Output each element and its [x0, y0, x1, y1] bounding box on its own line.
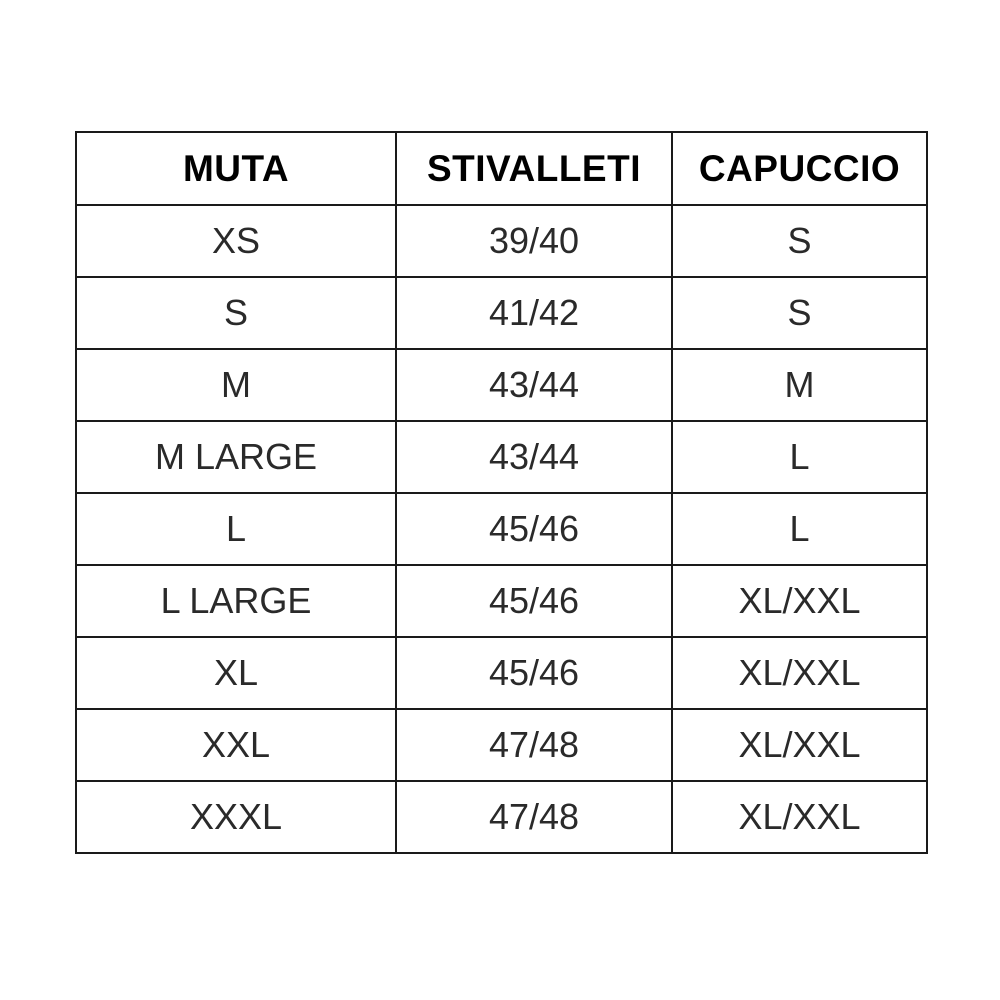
header-capuccio: CAPUCCIO [672, 132, 927, 205]
table-row [76, 277, 927, 349]
stivalleti-cell: 41/42 [396, 277, 672, 349]
stivalleti-cell: 43/44 [396, 349, 672, 421]
muta-cell: XS [76, 205, 396, 277]
table-row [76, 205, 927, 277]
stivalleti-cell: 43/44 [396, 421, 672, 493]
table-row [76, 709, 927, 781]
table-header [76, 132, 927, 205]
table-row [76, 637, 927, 709]
table-row [76, 781, 927, 853]
muta-cell: XL [76, 637, 396, 709]
capuccio-cell: S [672, 205, 927, 277]
table-row [76, 421, 927, 493]
capuccio-cell: XL/XXL [672, 709, 927, 781]
stivalleti-cell: 45/46 [396, 493, 672, 565]
table-row [76, 493, 927, 565]
header-row [76, 132, 927, 205]
capuccio-cell: S [672, 277, 927, 349]
muta-cell: XXL [76, 709, 396, 781]
table-row [76, 565, 927, 637]
muta-cell: S [76, 277, 396, 349]
capuccio-cell: XL/XXL [672, 565, 927, 637]
capuccio-cell: L [672, 421, 927, 493]
capuccio-cell: M [672, 349, 927, 421]
table-row [76, 349, 927, 421]
stivalleti-cell: 39/40 [396, 205, 672, 277]
muta-cell: XXXL [76, 781, 396, 853]
muta-cell: L LARGE [76, 565, 396, 637]
header-muta: MUTA [76, 132, 396, 205]
stivalleti-cell: 45/46 [396, 637, 672, 709]
muta-cell: M [76, 349, 396, 421]
stivalleti-cell: 47/48 [396, 781, 672, 853]
capuccio-cell: XL/XXL [672, 637, 927, 709]
size-chart-table [75, 131, 928, 854]
muta-cell: L [76, 493, 396, 565]
stivalleti-cell: 47/48 [396, 709, 672, 781]
stivalleti-cell: 45/46 [396, 565, 672, 637]
capuccio-cell: XL/XXL [672, 781, 927, 853]
muta-cell: M LARGE [76, 421, 396, 493]
header-stivalleti: STIVALLETI [396, 132, 672, 205]
capuccio-cell: L [672, 493, 927, 565]
table-body [76, 205, 927, 853]
